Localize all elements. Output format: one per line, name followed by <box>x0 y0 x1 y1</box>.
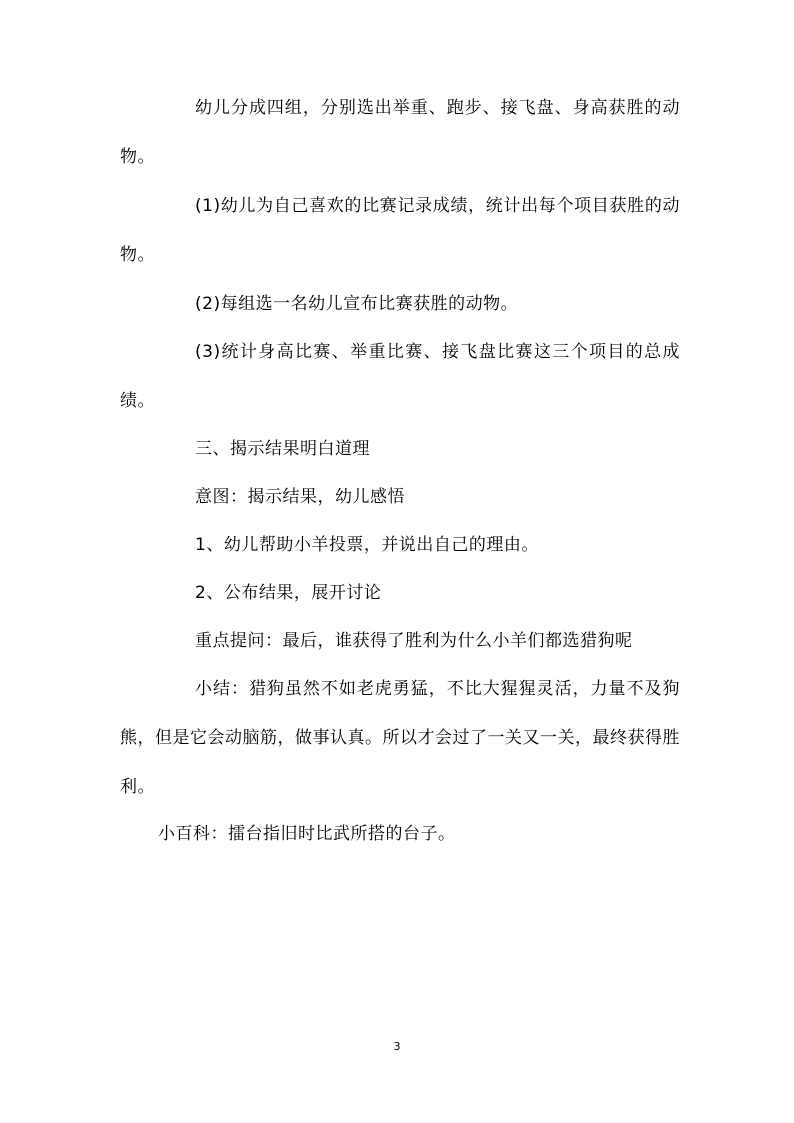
section-heading: 三、揭示结果明白道理 <box>195 439 370 459</box>
paragraph-step-2: 2、公布结果，展开讨论 <box>195 583 382 603</box>
paragraph-encyclopedia: 小百科：擂台指旧时比武所搭的台子。 <box>158 824 456 844</box>
paragraph-step-1: 1、幼儿帮助小羊投票，并说出自己的理由。 <box>195 535 539 555</box>
paragraph-2: (1)幼儿为自己喜欢的比赛记录成绩，统计出每个项目获胜的动物。 <box>120 196 680 265</box>
paragraph-1: 幼儿分成四组，分别选出举重、跑步、接飞盘、身高获胜的动物。 <box>120 98 680 167</box>
paragraph-summary: 小结：猎狗虽然不如老虎勇猛，不比大猩猩灵活，力量不及狗熊，但是它会动脑筋，做事认真。所以才会过了一关又一关，最终获得胜利。 <box>120 679 680 797</box>
paragraph-4: (3)统计身高比赛、举重比赛、接飞盘比赛这三个项目的总成绩。 <box>120 342 680 411</box>
paragraph-intent: 意图：揭示结果，幼儿感悟 <box>195 487 405 507</box>
paragraph-3: (2)每组选一名幼儿宣布比赛获胜的动物。 <box>195 294 519 314</box>
paragraph-key-question: 重点提问：最后，谁获得了胜利为什么小羊们都选猎狗呢 <box>195 631 633 651</box>
page-number: 3 <box>393 1040 401 1053</box>
